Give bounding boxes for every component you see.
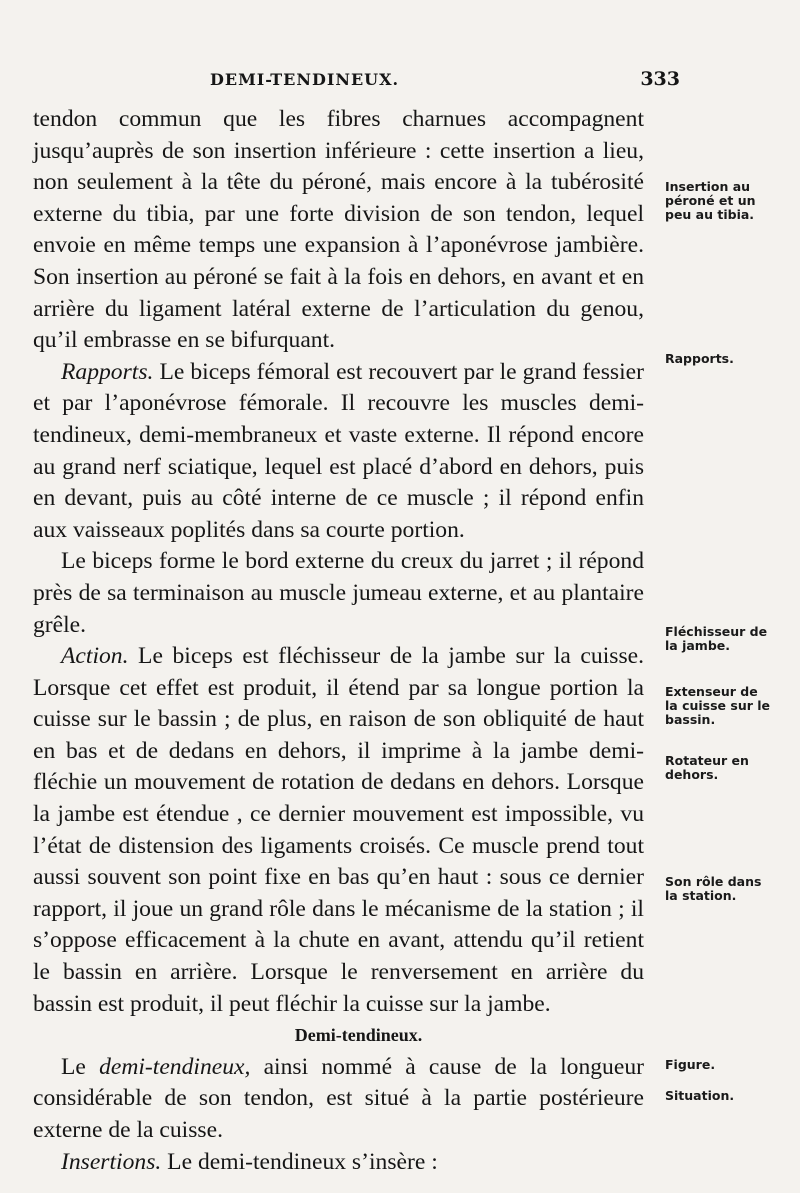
paragraph-lead: Rapports. (61, 358, 154, 385)
margin-note-insertion: Insertion au péroné et un peu au tibia. (665, 179, 756, 222)
paragraph-rapports (33, 357, 644, 547)
paragraph-text: Le biceps fémoral est recouvert par le grand fessier et par l’aponévrose fémorale. Il recouvre les muscles demi-tendineux, demi-membraneux et vaste externe. Il répond encore au grand nerf sciatique, lequel est placé d’abord en dehors, puis en devant, puis au côté interne de ce muscle ; il répond enfin aux vaisseaux poplités dans sa courte portion. (33, 358, 644, 543)
paragraph-demi-tendineux (33, 1052, 644, 1147)
paragraph-prefix: Le (61, 1053, 100, 1080)
margin-note-rotateur: Rotateur en dehors. (665, 753, 749, 782)
paragraph-text: ainsi nommé à cause de la longueur considérable de son tendon, est situé à la partie postérieure externe de la cuisse. (33, 1053, 644, 1143)
paragraph-text: Le demi-tendineux s’insère : (161, 1148, 438, 1175)
margin-note-extenseur: Extenseur de la cuisse sur le bassin. (665, 684, 770, 727)
section-heading: Demi-tendineux. (294, 1025, 423, 1046)
paragraph-insertions (33, 1147, 644, 1179)
margin-note-flechisseur: Fléchisseur de la jambe. (665, 624, 768, 653)
paragraph-jarret (33, 546, 644, 641)
paragraph-action (33, 641, 644, 1020)
margin-note-station: Son rôle dans la station. (665, 874, 762, 903)
paragraph-insertion-continued (33, 104, 644, 357)
margin-note-rapports: Rapports. (665, 351, 734, 366)
paragraph-text: tendon commun que les fibres charnues accompagnent jusqu’auprès de son insertion inférieure : cette insertion a lieu, non seulement à la tête du péroné, mais encore à la tubérosité externe du tibia, par une forte division de son tendon, lequel envoie en même temps une expansion à l’aponévrose jambière. Son insertion au péroné se fait à la fois en dehors, en avant et en arrière du ligament latéral externe de l’articulation du genou, qu’il embrasse en se bifurquant. (33, 106, 644, 354)
running-header (210, 68, 680, 102)
page-number: 333 (640, 68, 680, 90)
paragraph-text: Le biceps forme le bord externe du creux du jarret ; il répond près de sa terminaison au muscle jumeau externe, et au plantaire grêle. (33, 548, 644, 638)
paragraph-term: demi-tendineux, (99, 1053, 251, 1080)
margin-note-figure: Figure. (665, 1057, 716, 1072)
paragraph-lead: Insertions. (61, 1148, 162, 1175)
margin-note-situation: Situation. (665, 1088, 735, 1103)
body-text (33, 104, 644, 1178)
paragraph-text: Le biceps est fléchisseur de la jambe sur la cuisse. Lorsque cet effet est produit, il étend par sa longue portion la cuisse sur le bassin ; de plus, en raison de son obliquité de haut en bas et de dedans en dehors, il imprime à la jambe demi-fléchie un mouvement de rotation de dedans en dehors. Lorsque la jambe est étendue , ce dernier mouvement est impossible, vu l’état de distension des ligaments croisés. Ce muscle prend tout aussi souvent son point fixe en bas qu’en haut : sous ce dernier rapport, il joue un grand rôle dans le mécanisme de la station ; il s’oppose efficacement à la chute en avant, attendu qu’il retient le bassin en arrière. Lorsque le renversement en arrière du bassin est produit, il peut fléchir la cuisse sur la jambe. (33, 643, 644, 1017)
paragraph-lead: Action. (61, 643, 129, 670)
running-title: DEMI-TENDINEUX. (210, 70, 400, 89)
